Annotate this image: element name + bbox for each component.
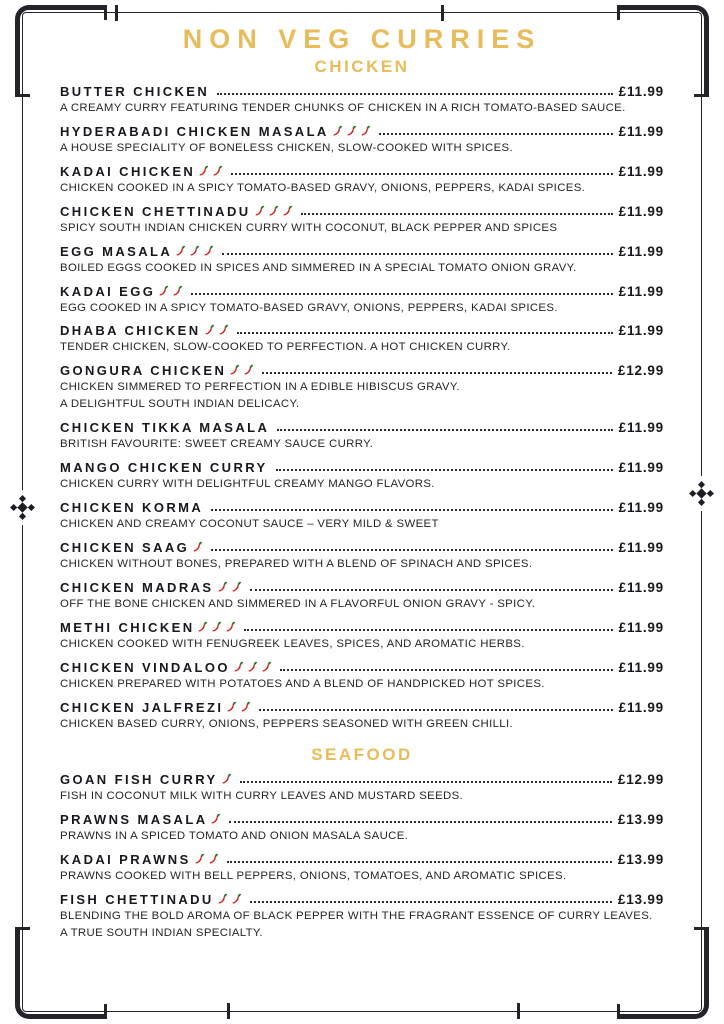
section-heading: SEAFOOD <box>311 745 413 765</box>
item-name: DHABA CHICKEN <box>60 323 201 339</box>
item-line <box>60 323 664 338</box>
item-price: £11.99 <box>618 460 664 476</box>
chili-icon <box>247 660 258 674</box>
item-name: CHICKEN MADRAS <box>60 579 214 595</box>
menu-item <box>60 852 664 884</box>
chili-icon <box>208 852 219 866</box>
chili-icon <box>204 323 215 337</box>
item-name: KADAI CHICKEN <box>60 163 196 179</box>
chili-icon <box>233 660 244 674</box>
item-line <box>60 660 664 675</box>
chili-icon <box>197 620 208 634</box>
item-line <box>60 812 664 827</box>
item-price: £11.99 <box>618 619 664 635</box>
menu-item <box>60 164 664 196</box>
dotted-leader <box>229 821 611 823</box>
item-line <box>60 460 664 475</box>
item-name: CHICKEN JALFREZI <box>60 699 224 715</box>
item-name: GONGURA CHICKEN <box>60 363 227 379</box>
item-name: FISH CHETTINADU <box>60 892 214 908</box>
item-name: METHI CHICKEN <box>60 619 195 635</box>
menu-sections <box>60 57 664 941</box>
chili-icon <box>229 363 240 377</box>
chili-icon <box>221 772 232 786</box>
item-description: CHICKEN COOKED WITH FENUGREEK LEAVES, SPICES, AND AROMATIC HERBS. <box>60 637 525 650</box>
menu-item <box>60 892 664 941</box>
item-description: A DELIGHTFUL SOUTH INDIAN DELICACY. <box>60 398 300 411</box>
chili-icon <box>268 204 279 218</box>
item-price: £13.99 <box>617 812 664 828</box>
dotted-leader <box>227 861 612 863</box>
item-price: £11.99 <box>618 323 664 339</box>
item-line <box>60 772 664 787</box>
chili-icon <box>212 164 223 178</box>
item-name: HYDERABADI CHICKEN MASALA <box>60 123 329 139</box>
item-description: TENDER CHICKEN, SLOW-COOKED TO PERFECTION. A HOT CHICKEN CURRY. <box>60 341 511 354</box>
item-description: CHICKEN BASED CURRY, ONIONS, PEPPERS SEASONED WITH GREEN CHILLI. <box>60 717 514 730</box>
menu-item <box>60 500 664 532</box>
item-line <box>60 284 664 299</box>
dotted-leader <box>250 589 613 591</box>
chili-icon <box>332 124 343 138</box>
chili-icon <box>231 580 242 594</box>
diamond-ornament-left <box>8 490 37 525</box>
chili-icon <box>198 164 209 178</box>
diamond-ornament-right <box>687 476 716 511</box>
item-price: £11.99 <box>618 283 664 299</box>
section-heading: CHICKEN <box>314 57 410 76</box>
menu-item <box>60 660 664 692</box>
item-line <box>60 244 664 259</box>
chili-icon <box>211 620 222 634</box>
item-line <box>60 500 664 515</box>
chili-icon <box>346 124 357 138</box>
border-tick <box>227 1003 230 1019</box>
item-name: CHICKEN VINDALOO <box>60 659 230 675</box>
item-description: A CREAMY CURRY FEATURING TENDER CHUNKS OF CHICKEN IN A RICH TOMATO-BASED SAUCE. <box>60 102 626 114</box>
dotted-leader <box>276 469 613 471</box>
chili-icon <box>240 700 251 714</box>
item-price: £11.99 <box>618 163 664 179</box>
chili-icon <box>175 244 186 258</box>
diamond-cluster-icon <box>9 494 36 521</box>
item-description: PRAWNS COOKED WITH BELL PEPPERS, ONIONS, TOMATOES, AND AROMATIC SPICES. <box>60 870 567 883</box>
item-price: £12.99 <box>617 363 664 379</box>
item-description: CHICKEN WITHOUT BONES, PREPARED WITH A BLEND OF SPINACH AND SPICES. <box>60 557 533 570</box>
chili-icon <box>218 323 229 337</box>
dotted-leader <box>250 901 612 903</box>
item-description: BLENDING THE BOLD AROMA OF BLACK PEPPER WITH THE FRAGRANT ESSENCE OF CURRY LEAVES. <box>60 910 653 923</box>
item-price: £11.99 <box>618 499 664 515</box>
item-line <box>60 204 664 219</box>
item-description: BRITISH FAVOURITE: SWEET CREAMY SAUCE CURRY. <box>60 438 374 451</box>
dotted-leader <box>262 372 612 374</box>
border-tick <box>517 1003 520 1019</box>
item-name: MANGO CHICKEN CURRY <box>60 460 268 476</box>
item-name: CHICKEN CHETTINADU <box>60 203 251 219</box>
menu-item <box>60 284 664 316</box>
dotted-leader <box>222 253 613 255</box>
chili-icon <box>189 244 200 258</box>
chili-icon <box>210 812 221 826</box>
dotted-leader <box>240 781 612 783</box>
chili-icon <box>192 540 203 554</box>
chili-icon <box>194 852 205 866</box>
item-name: CHICKEN TIKKA MASALA <box>60 420 270 436</box>
item-name: EGG MASALA <box>60 243 173 259</box>
item-line <box>60 580 664 595</box>
menu-item <box>60 772 664 804</box>
chili-icon <box>261 660 272 674</box>
item-description: CHICKEN CURRY WITH DELIGHTFUL CREAMY MANGO FLAVORS. <box>60 478 435 491</box>
item-price: £13.99 <box>617 852 664 868</box>
dotted-leader <box>217 93 612 95</box>
item-name: PRAWNS MASALA <box>60 812 208 828</box>
item-name: CHICKEN KORMA <box>60 499 204 515</box>
item-description: CHICKEN PREPARED WITH POTATOES AND A BLEND OF HANDPICKED HOT SPICES. <box>60 677 545 690</box>
item-description: CHICKEN SIMMERED TO PERFECTION IN A EDIBLE HIBISCUS GRAVY. <box>60 381 460 394</box>
menu-item <box>60 700 664 732</box>
menu-item <box>60 124 664 156</box>
chili-icon <box>254 204 265 218</box>
item-line <box>60 164 664 179</box>
chili-icon <box>217 580 228 594</box>
item-line <box>60 852 664 867</box>
item-description: FISH IN COCONUT MILK WITH CURRY LEAVES AND MUSTARD SEEDS. <box>60 790 464 803</box>
menu-item <box>60 420 664 452</box>
item-description: A TRUE SOUTH INDIAN SPECIALTY. <box>60 927 263 940</box>
menu-item <box>60 244 664 276</box>
dotted-leader <box>211 509 612 511</box>
menu-item <box>60 620 664 652</box>
dotted-leader <box>379 133 613 135</box>
item-name: GOAN FISH CURRY <box>60 772 218 788</box>
menu-item <box>60 84 664 116</box>
menu-item <box>60 204 664 236</box>
dotted-leader <box>231 173 612 175</box>
item-price: £11.99 <box>618 420 664 436</box>
item-description: CHICKEN COOKED IN A SPICY TOMATO-BASED GRAVY, ONIONS, PEPPERS, KADAI SPICES. <box>60 181 586 194</box>
item-line <box>60 420 664 435</box>
item-name: KADAI PRAWNS <box>60 852 191 868</box>
item-price: £11.99 <box>618 699 664 715</box>
menu-item <box>60 363 664 412</box>
menu-item <box>60 323 664 355</box>
menu-item <box>60 812 664 844</box>
item-line <box>60 892 664 907</box>
item-line <box>60 620 664 635</box>
chili-icon <box>226 700 237 714</box>
item-price: £12.99 <box>617 772 664 788</box>
dotted-leader <box>259 709 612 711</box>
item-price: £11.99 <box>618 84 664 99</box>
item-line <box>60 363 664 378</box>
item-description: SPICY SOUTH INDIAN CHICKEN CURRY WITH COCONUT, BLACK PEPPER AND SPICES <box>60 221 558 234</box>
chili-icon <box>203 244 214 258</box>
diamond-cluster-icon <box>688 480 715 507</box>
item-line <box>60 540 664 555</box>
item-name: KADAI EGG <box>60 283 156 299</box>
item-description: PRAWNS IN A SPICED TOMATO AND ONION MASALA SAUCE. <box>60 830 409 843</box>
chili-icon <box>158 284 169 298</box>
chili-icon <box>360 124 371 138</box>
chili-icon <box>282 204 293 218</box>
chili-icon <box>231 892 242 906</box>
item-description: BOILED EGGS COOKED IN SPICES AND SIMMERED IN A SPECIAL TOMATO ONION GRAVY. <box>60 261 577 274</box>
item-price: £11.99 <box>618 123 664 139</box>
menu-item <box>60 580 664 612</box>
dotted-leader <box>237 332 613 334</box>
item-line <box>60 124 664 139</box>
dotted-leader <box>280 669 613 671</box>
item-price: £11.99 <box>618 659 664 675</box>
menu-content <box>60 16 664 949</box>
item-name: CHICKEN SAAG <box>60 539 190 555</box>
page-title: NON VEG CURRIES <box>182 24 542 54</box>
item-price: £13.99 <box>617 892 664 908</box>
item-line <box>60 84 664 99</box>
dotted-leader <box>244 629 612 631</box>
item-price: £11.99 <box>618 243 664 259</box>
item-description: OFF THE BONE CHICKEN AND SIMMERED IN A FLAVORFUL ONION GRAVY - SPICY. <box>60 597 536 610</box>
item-description: A HOUSE SPECIALITY OF BONELESS CHICKEN, SLOW-COOKED WITH SPICES. <box>60 141 514 154</box>
dotted-leader <box>301 213 613 215</box>
item-line <box>60 700 664 715</box>
chili-icon <box>217 892 228 906</box>
item-description: EGG COOKED IN A SPICY TOMATO-BASED GRAVY, ONIONS, PEPPERS, KADAI SPICES. <box>60 301 558 314</box>
chili-icon <box>172 284 183 298</box>
chili-icon <box>225 620 236 634</box>
dotted-leader <box>277 429 612 431</box>
chili-icon <box>243 363 254 377</box>
menu-item <box>60 460 664 492</box>
dotted-leader <box>211 549 612 551</box>
item-price: £11.99 <box>618 579 664 595</box>
menu-item <box>60 540 664 572</box>
dotted-leader <box>191 293 612 295</box>
item-price: £11.99 <box>618 203 664 219</box>
item-name: BUTTER CHICKEN <box>60 84 210 99</box>
item-price: £11.99 <box>618 539 664 555</box>
item-description: CHICKEN AND CREAMY COCONUT SAUCE – VERY MILD & SWEET <box>60 517 439 530</box>
